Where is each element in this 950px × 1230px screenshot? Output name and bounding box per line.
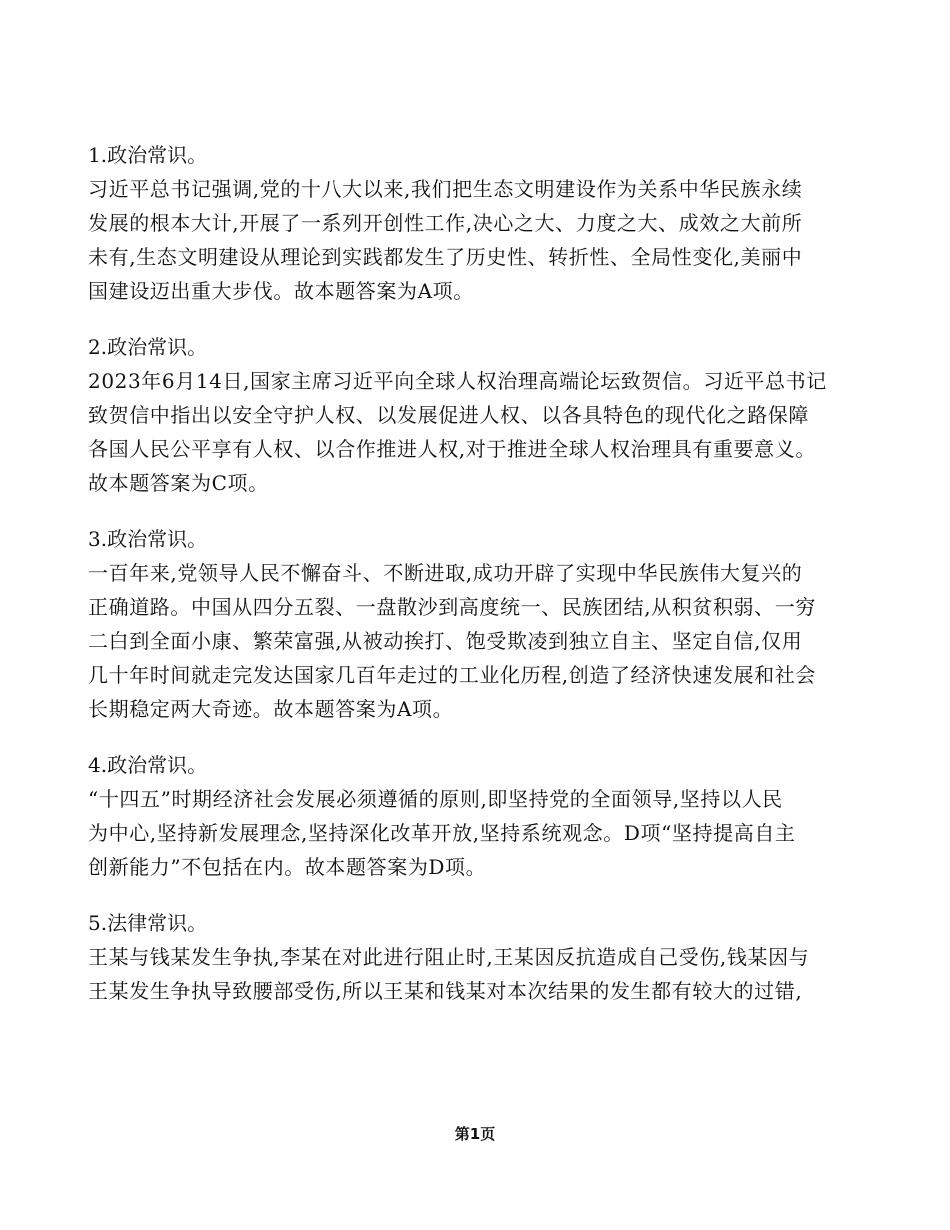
answer-section-3	[88, 522, 868, 726]
answer-section-2	[88, 330, 868, 500]
page-number: 第1页	[454, 1125, 496, 1143]
body-line: 发展的根本大计,开展了一系列开创性工作,决心之大、力度之大、成效之大前所	[88, 211, 803, 235]
body-line: 故本题答案为C项。	[88, 471, 269, 495]
body-line: 一百年来,党领导人民不懈奋斗、不断进取,成功开辟了实现中华民族伟大复兴的	[88, 561, 803, 585]
section-heading: 1.政治常识。	[88, 143, 208, 167]
body-line: 二白到全面小康、繁荣富强,从被动挨打、饱受欺凌到独立自主、坚定自信,仅用	[88, 629, 803, 653]
section-heading: 3.政治常识。	[88, 527, 208, 551]
body-line: 王某发生争执导致腰部受伤,所以王某和钱某对本次结果的发生都有较大的过错,	[88, 979, 803, 1003]
body-line: 习近平总书记强调,党的十八大以来,我们把生态文明建设作为关系中华民族永续	[88, 177, 803, 201]
body-line: 正确道路。中国从四分五裂、一盘散沙到高度统一、民族团结,从积贫积弱、一穷	[88, 595, 816, 619]
answer-section-1	[88, 138, 868, 308]
body-line: 各国人民公平享有人权、以合作推进人权,对于推进全球人权治理具有重要意义。	[88, 437, 816, 461]
answer-section-5	[88, 906, 868, 1008]
body-line: 王某与钱某发生争执,李某在对此进行阻止时,王某因反抗造成自己受伤,钱某因与	[88, 945, 810, 969]
body-line: 致贺信中指出以安全守护人权、以发展促进人权、以各具特色的现代化之路保障	[88, 403, 809, 427]
body-line: 长期稳定两大奇迹。故本题答案为A项。	[88, 697, 454, 721]
body-line: 创新能力”不包括在内。故本题答案为D项。	[88, 855, 487, 879]
body-line: 2023年6月14日,国家主席习近平向全球人权治理高端论坛致贺信。习近平总书记	[88, 369, 827, 393]
section-heading: 4.政治常识。	[88, 753, 208, 777]
answer-section-4	[88, 748, 868, 884]
body-line: 几十年时间就走完发达国家几百年走过的工业化历程,创造了经济快速发展和社会	[88, 663, 816, 687]
body-line: 国建设迈出重大步伐。故本题答案为A项。	[88, 279, 474, 303]
body-line: “十四五”时期经济社会发展必须遵循的原则,即坚持党的全面领导,坚持以人民	[88, 787, 783, 811]
document-body	[88, 138, 868, 1030]
section-heading: 2.政治常识。	[88, 335, 208, 359]
body-line: 未有,生态文明建设从理论到实践都发生了历史性、转折性、全局性变化,美丽中	[88, 245, 803, 269]
section-heading: 5.法律常识。	[88, 911, 208, 935]
body-line: 为中心,坚持新发展理念,坚持深化改革开放,坚持系统观念。D项“坚持提高自主	[88, 821, 796, 845]
